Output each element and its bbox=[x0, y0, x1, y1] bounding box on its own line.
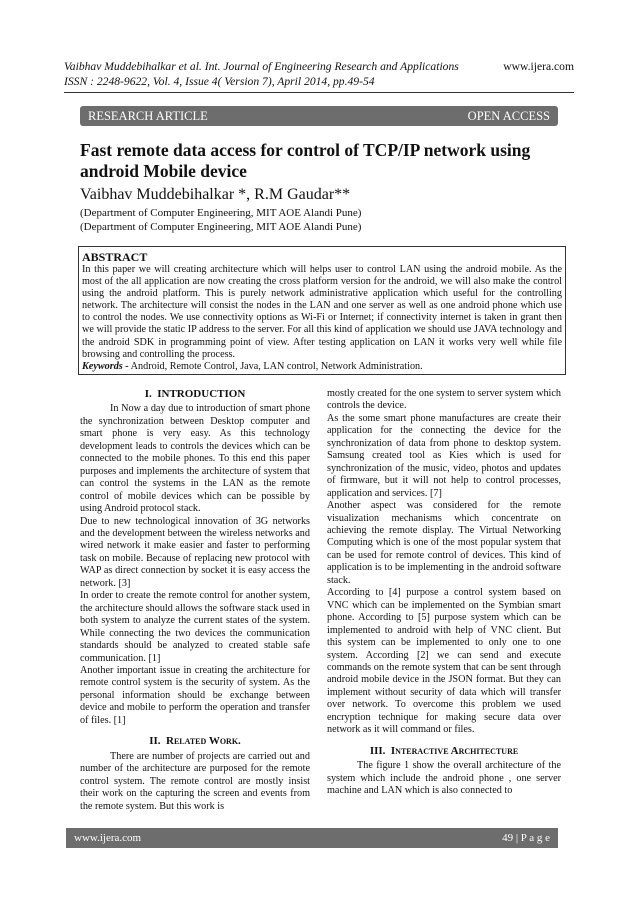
open-access-label: OPEN ACCESS bbox=[467, 108, 550, 123]
page-number: 49 | P a g e bbox=[502, 832, 550, 844]
affiliation-1: (Department of Computer Engineering, MIT AOE Alandi Pune) bbox=[80, 207, 362, 219]
section-heading-architecture bbox=[327, 745, 561, 757]
abstract-text: In this paper we will creating architecture which will helps user to control LAN using the android mobile. As the most of the all application are now creating the cross platform version for the android, we will also make the control using the android platform. This is purely network administrative application which useful for the controlling network. The architecture will consist the nodes in the LAN and one server as well as one android phone which use to control the nodes. We use connectivity options as Wi-Fi or Internet; if connectivity internet is taken in grant then we will provide the static IP address to the server. For all this kind of application we should use JAVA technology and the android SDK in programming point of view. After testing application on LAN it works very well while file browsing and controlling the process. bbox=[82, 264, 562, 360]
paragraph: Another aspect was considered for the remote visualization mechanisms which concentrate on achieving the remote display. The Virtual Networking Computing which is one of the most popular system that can be used for remote control of devices. This kind of application is to be implementing in the android software stack. bbox=[327, 500, 561, 586]
paragraph: In order to create the remote control for another system, the architecture should allows the software stack used in both system to analyze the current states of the system. While connecting the two devices the communication standards should be analyzed to created stable safe communication. [1] bbox=[80, 590, 310, 664]
paragraph: In Now a day due to introduction of smart phone the synchronization between Desktop computer and smart phone is very easy. As this technology development leads to controls the devices which can be connected to the mobile phones. To this end this paper purposes and implements the architecture of system that can control the systems in the LAN as the remote control of mobile devices which can be possible by using Android protocol stack. bbox=[80, 403, 310, 515]
keywords-line bbox=[82, 361, 562, 373]
journal-citation: Vaibhav Muddebihalkar et al. Int. Journal of Engineering Research and Applications bbox=[64, 60, 459, 73]
section-number: II. bbox=[149, 735, 161, 748]
research-article-label: RESEARCH ARTICLE bbox=[88, 108, 208, 123]
affiliation-2: (Department of Computer Engineering, MIT AOE Alandi Pune) bbox=[80, 221, 362, 233]
section-heading-introduction bbox=[80, 388, 310, 400]
author-list: Vaibhav Muddebihalkar *, R.M Gaudar** bbox=[80, 186, 351, 203]
issn-line: ISSN : 2248-9622, Vol. 4, Issue 4( Version 7), April 2014, pp.49-54 bbox=[64, 75, 375, 88]
section-number: I. bbox=[144, 388, 152, 400]
section-heading-related-work bbox=[80, 735, 310, 747]
paper-title: Fast remote data access for control of TCP/IP network using android Mobile device bbox=[80, 140, 531, 181]
section-number: III. bbox=[369, 744, 386, 757]
page-footer bbox=[66, 828, 558, 848]
journal-website: www.ijera.com bbox=[503, 60, 574, 73]
abstract-heading: ABSTRACT bbox=[82, 250, 148, 264]
paragraph: According to [4] purpose a control system based on VNC which can be implemented on the Symbian smart phone. According to [5] purpose system which can be implemented to android with help of VNC client. But this system can be implemented to only one to one system. According [2] we can send and execute commands on the remote system that can be sent through android mobile device in the JSON format. But they can implement without security of data which will transfer over network. To overcome this problem we used encryption technique for making secure data over network as it will command or files. bbox=[327, 587, 561, 736]
footer-website: www.ijera.com bbox=[74, 832, 142, 844]
paragraph: Another important issue in creating the architecture for remote control system is the security of system. As the personal information should be exchange between device and mobile to perform the operation and transfer of files. [1] bbox=[80, 664, 310, 726]
left-column bbox=[80, 388, 310, 813]
header-rule bbox=[64, 92, 574, 93]
article-type-banner bbox=[80, 106, 558, 126]
paragraph: There are number of projects are carried out and number of the architecture are purposed for the remote control system. The remote control are mostly insist their work on the capturing the screen and events from the remote system. But this work is bbox=[80, 750, 310, 812]
section-title: Interactive Architecture bbox=[390, 744, 519, 757]
keywords-label: Keywords - bbox=[82, 360, 129, 372]
paragraph: The figure 1 show the overall architecture of the system which include the android phone , one server machine and LAN which is also connected to bbox=[327, 760, 561, 797]
right-column bbox=[327, 388, 561, 798]
running-header bbox=[64, 60, 574, 74]
keywords-list: Android, Remote Control, Java, LAN control, Network Administration. bbox=[128, 360, 423, 372]
paragraph: mostly created for the one system to server system which controls the device. bbox=[327, 388, 561, 412]
section-title: INTRODUCTION bbox=[157, 388, 246, 400]
section-title: Related Work. bbox=[166, 735, 241, 748]
paragraph: Due to new technological innovation of 3G networks and the development between the wireless networks and wired network it make easier and faster to performing task on mobile. Because of replacing new protocol with WAP as direct connection by socket it is easy access the network. [3] bbox=[80, 515, 310, 589]
paragraph: As the some smart phone manufactures are create their application for the connecting the device for the synchronization of data from phone to desktop system. Samsung created tool as Kies which is used for synchronization of the music, video, photos and updates of firmware, but it will not help to control processes, application and services. [7] bbox=[327, 412, 561, 499]
abstract-box bbox=[78, 246, 566, 375]
